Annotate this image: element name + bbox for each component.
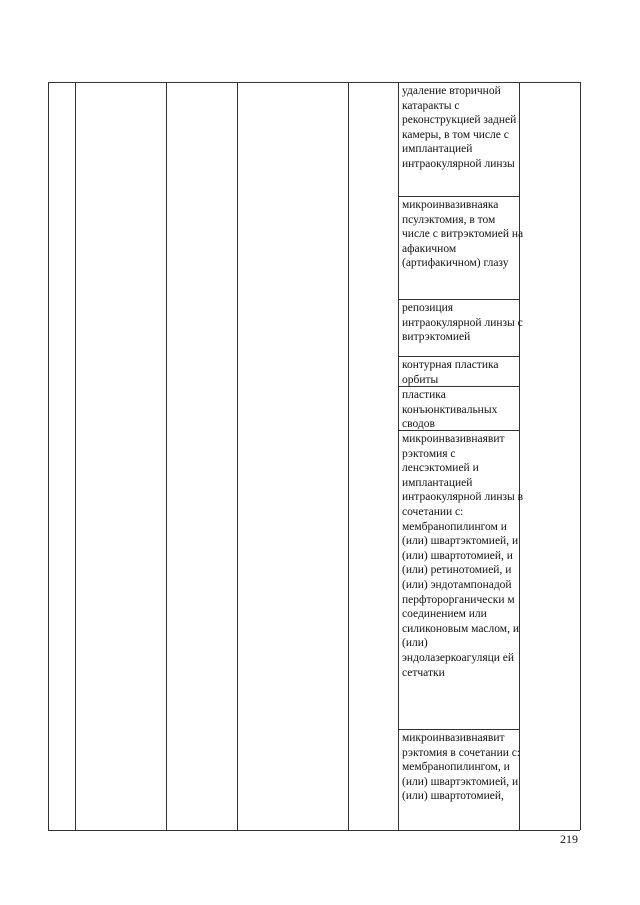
row-separator bbox=[398, 356, 519, 357]
column-border bbox=[237, 82, 238, 830]
table-top-border bbox=[48, 82, 580, 83]
column-border bbox=[580, 82, 581, 830]
column-border bbox=[166, 82, 167, 830]
table-cell: репозиция интраокулярной линзы с витрэктомией bbox=[402, 302, 523, 344]
table-cell: контурная пластика орбиты bbox=[402, 359, 499, 386]
table-cell: микроинвазивнаявит рэктомия с ленсэктомией и имплантацией интраокулярной линзы в сочетании с: мембранопилингом и (или) швартэктомией, и (или) швартотомией, и (или) ретинотомией, и (или) эндотампонадой перфторорганически м соединением или силиконовым маслом, и (или) эндолазеркоагуляци ей сетчатки bbox=[402, 433, 524, 679]
row-separator bbox=[398, 729, 519, 730]
table-cell: пластика конъюнктивальных сводов bbox=[402, 389, 498, 431]
table-cell: удаление вторичной катаракты с реконструкцией задней камеры, в том числе с имплантацией интраокулярной линзы bbox=[402, 85, 517, 170]
table-bottom-border bbox=[48, 830, 580, 831]
row-separator bbox=[398, 299, 519, 300]
row-separator bbox=[398, 196, 519, 197]
column-border bbox=[348, 82, 349, 830]
table-cell: микроинвазивнаявит рэктомия в сочетании с: мембранопилингом, и (или) швартэктомией, и (или) швартотомией, bbox=[402, 732, 521, 803]
page-number: 219 bbox=[560, 832, 578, 846]
table-cell: микроинвазивнаяка псулэктомия, в том числе с витрэктомией на афакичном (артифакичном) глазу bbox=[402, 199, 524, 270]
column-border bbox=[75, 82, 76, 830]
column-border bbox=[398, 82, 399, 830]
column-border bbox=[48, 82, 49, 830]
